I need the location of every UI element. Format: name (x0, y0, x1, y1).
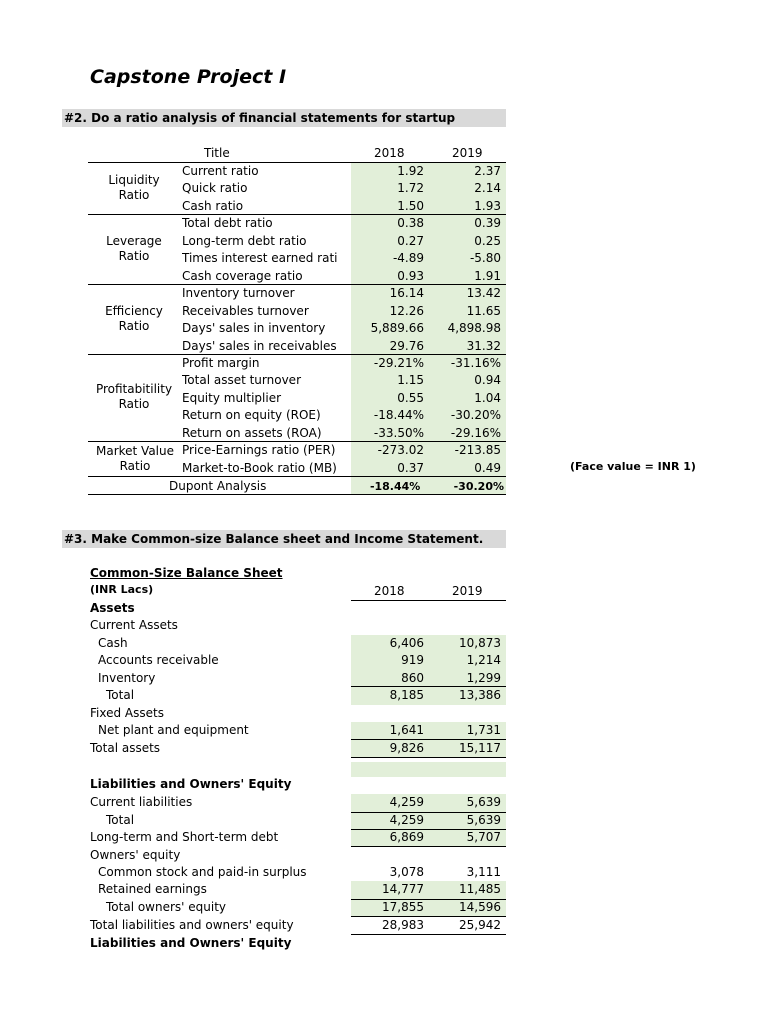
bs-row-2018: 919 (401, 653, 424, 667)
ratio-row-label: Current ratio (182, 164, 259, 178)
ratio-row-2019: 0.94 (474, 373, 501, 387)
ratio-row-label: Times interest earned rati (182, 251, 338, 265)
ratio-row-label: Days' sales in receivables (182, 339, 337, 353)
bs-rule-total-assets-bottom (351, 757, 506, 758)
bs-row-label: Assets (90, 601, 135, 615)
ratio-row-label: Equity multiplier (182, 391, 282, 405)
ratio-row-2018: 12.26 (389, 304, 424, 318)
bs-row-2018: 6,406 (389, 636, 424, 650)
bs-row-2019: 11,485 (459, 882, 501, 896)
dupont-2019: -30.20% (453, 480, 504, 493)
ratio-row-label: Receivables turnover (182, 304, 309, 318)
ratio-row-2018: 0.93 (397, 269, 424, 283)
ratio-row-2019: 0.25 (474, 234, 501, 248)
bs-row-2018: 1,641 (389, 723, 424, 737)
bs-row-label: Liabilities and Owners' Equity (90, 777, 292, 791)
dupont-label: Dupont Analysis (169, 479, 267, 493)
ratio-row-label: Market-to-Book ratio (MB) (182, 461, 337, 475)
bs-row-2018: 4,259 (389, 795, 424, 809)
bs-row-label: Current Assets (90, 618, 178, 632)
bs-row-2019: 10,873 (459, 636, 501, 650)
bs-row-2018: 6,869 (389, 830, 424, 844)
ratio-row-2019: -30.20% (450, 408, 501, 422)
bs-row-label: Total (106, 688, 135, 702)
ratio-row-2018: 0.27 (397, 234, 424, 248)
bs-rule-lt-debt-bottom (351, 846, 506, 847)
ratio-row-2019: 2.14 (474, 181, 501, 195)
ratio-row-label: Cash ratio (182, 199, 244, 213)
ratio-row-label: Quick ratio (182, 181, 248, 195)
ratio-row-2019: 0.39 (474, 216, 501, 230)
ratio-header-title: Title (204, 146, 230, 160)
ratio-row-2019: 1.91 (474, 269, 501, 283)
ratio-row-label: Return on assets (ROA) (182, 426, 322, 440)
bs-rule-total-le-bottom (351, 934, 506, 935)
ratio-row-label: Long-term debt ratio (182, 234, 307, 248)
ratio-row-2018: 16.14 (389, 286, 424, 300)
ratio-row-2018: 0.37 (397, 461, 424, 475)
ratio-row-2019: 31.32 (466, 339, 501, 353)
group-liquidity: Liquidity Ratio (108, 173, 160, 202)
ratio-row-2019: 13.42 (466, 286, 501, 300)
bs-row-2019: 5,639 (466, 795, 501, 809)
bs-row-label: Total assets (90, 741, 161, 755)
bs-row-label: Owners' equity (90, 848, 181, 862)
bs-row-label: Fixed Assets (90, 706, 164, 720)
bs-row-label: Total liabilities and owners' equity (90, 918, 294, 932)
ratio-row-2018: 0.55 (397, 391, 424, 405)
ratio-row-2018: 1.50 (397, 199, 424, 213)
bs-row-2019: 15,117 (459, 741, 501, 755)
group-market-value: Market Value Ratio (95, 444, 175, 473)
bs-row-2018: 28,983 (382, 918, 424, 932)
bs-row-2019: 5,639 (466, 813, 501, 827)
ratio-row-2019: -31.16% (450, 356, 501, 370)
ratio-row-2019: -5.80 (469, 251, 501, 265)
ratio-row-2019: 0.49 (474, 461, 501, 475)
bs-row-2018: 8,185 (389, 688, 424, 702)
dupont-2018: -18.44% (369, 480, 421, 493)
face-value-note: (Face value = INR 1) (570, 460, 696, 473)
units-label: (INR Lacs) (90, 583, 154, 596)
bs-row-2019: 3,111 (466, 865, 501, 879)
ratio-row-label: Profit margin (182, 356, 260, 370)
ratio-row-2018: -273.02 (377, 443, 424, 457)
group-leverage: Leverage Ratio (106, 234, 162, 263)
ratio-row-label: Total asset turnover (182, 373, 301, 387)
ratio-row-2018: 0.38 (397, 216, 424, 230)
ratio-row-2018: 5,889.66 (370, 321, 424, 335)
ratio-row-2018: -33.50% (373, 426, 424, 440)
bs-row-label: Accounts receivable (98, 653, 219, 667)
bs-row-2019: 5,707 (466, 830, 501, 844)
ratio-row-label: Total debt ratio (182, 216, 273, 230)
bs-row-label: Liabilities and Owners' Equity (90, 936, 292, 950)
bs-row-2019: 13,386 (459, 688, 501, 702)
ratio-row-label: Return on equity (ROE) (182, 408, 321, 422)
ratio-row-2018: 29.76 (389, 339, 424, 353)
balance-sheet-title: Common-Size Balance Sheet (90, 566, 283, 580)
bs-header-2018: 2018 (374, 584, 405, 598)
bs-row-label: Long-term and Short-term debt (90, 830, 279, 844)
bs-row-label: Net plant and equipment (98, 723, 249, 737)
bs-spacer-shading (351, 762, 506, 777)
ratio-row-2019: 4,898.98 (447, 321, 501, 335)
ratio-row-2018: 1.15 (397, 373, 424, 387)
ratio-row-2019: 2.37 (474, 164, 501, 178)
bs-row-2018: 3,078 (389, 865, 424, 879)
ratio-row-label: Cash coverage ratio (182, 269, 303, 283)
section-2-heading: #2. Do a ratio analysis of financial statements for startup (62, 109, 506, 127)
ratio-header-2018: 2018 (374, 146, 405, 160)
group-profitability: Profitabitility Ratio (95, 382, 173, 411)
bs-row-2018: 17,855 (382, 900, 424, 914)
bs-row-2019: 1,214 (466, 653, 501, 667)
bs-row-label: Current liabilities (90, 795, 193, 809)
ratio-row-label: Inventory turnover (182, 286, 295, 300)
ratio-row-2018: -29.21% (373, 356, 424, 370)
bs-row-2019: 1,731 (466, 723, 501, 737)
bs-row-2019: 14,596 (459, 900, 501, 914)
group-efficiency: Efficiency Ratio (105, 304, 163, 333)
ratio-row-2019: 1.93 (474, 199, 501, 213)
bs-header-rule (351, 600, 506, 601)
section-3-heading: #3. Make Common-size Balance sheet and Income Statement. (62, 530, 506, 548)
bs-row-2018: 860 (401, 671, 424, 685)
ratio-row-2018: 1.92 (397, 164, 424, 178)
ratio-row-2018: 1.72 (397, 181, 424, 195)
bs-row-2018: 4,259 (389, 813, 424, 827)
ratio-row-2019: 11.65 (466, 304, 501, 318)
bs-row-label: Inventory (98, 671, 156, 685)
bs-row-2018: 14,777 (382, 882, 424, 896)
bs-row-label: Cash (98, 636, 128, 650)
bs-header-2019: 2019 (452, 584, 483, 598)
ratio-row-label: Price-Earnings ratio (PER) (182, 443, 336, 457)
bs-row-2019: 25,942 (459, 918, 501, 932)
bs-row-label: Retained earnings (98, 882, 207, 896)
bs-row-2019: 1,299 (466, 671, 501, 685)
ratio-row-2019: -213.85 (454, 443, 501, 457)
ratio-row-label: Days' sales in inventory (182, 321, 326, 335)
bs-row-label: Common stock and paid-in surplus (98, 865, 307, 879)
ratio-row-2018: -4.89 (392, 251, 424, 265)
bs-row-2018: 9,826 (389, 741, 424, 755)
bs-row-label: Total owners' equity (106, 900, 227, 914)
ratio-header-2019: 2019 (452, 146, 483, 160)
page-title: Capstone Project I (90, 66, 287, 88)
ratio-row-2019: 1.04 (474, 391, 501, 405)
ratio-row-2019: -29.16% (450, 426, 501, 440)
bs-row-label: Total (106, 813, 135, 827)
ratio-row-2018: -18.44% (373, 408, 424, 422)
